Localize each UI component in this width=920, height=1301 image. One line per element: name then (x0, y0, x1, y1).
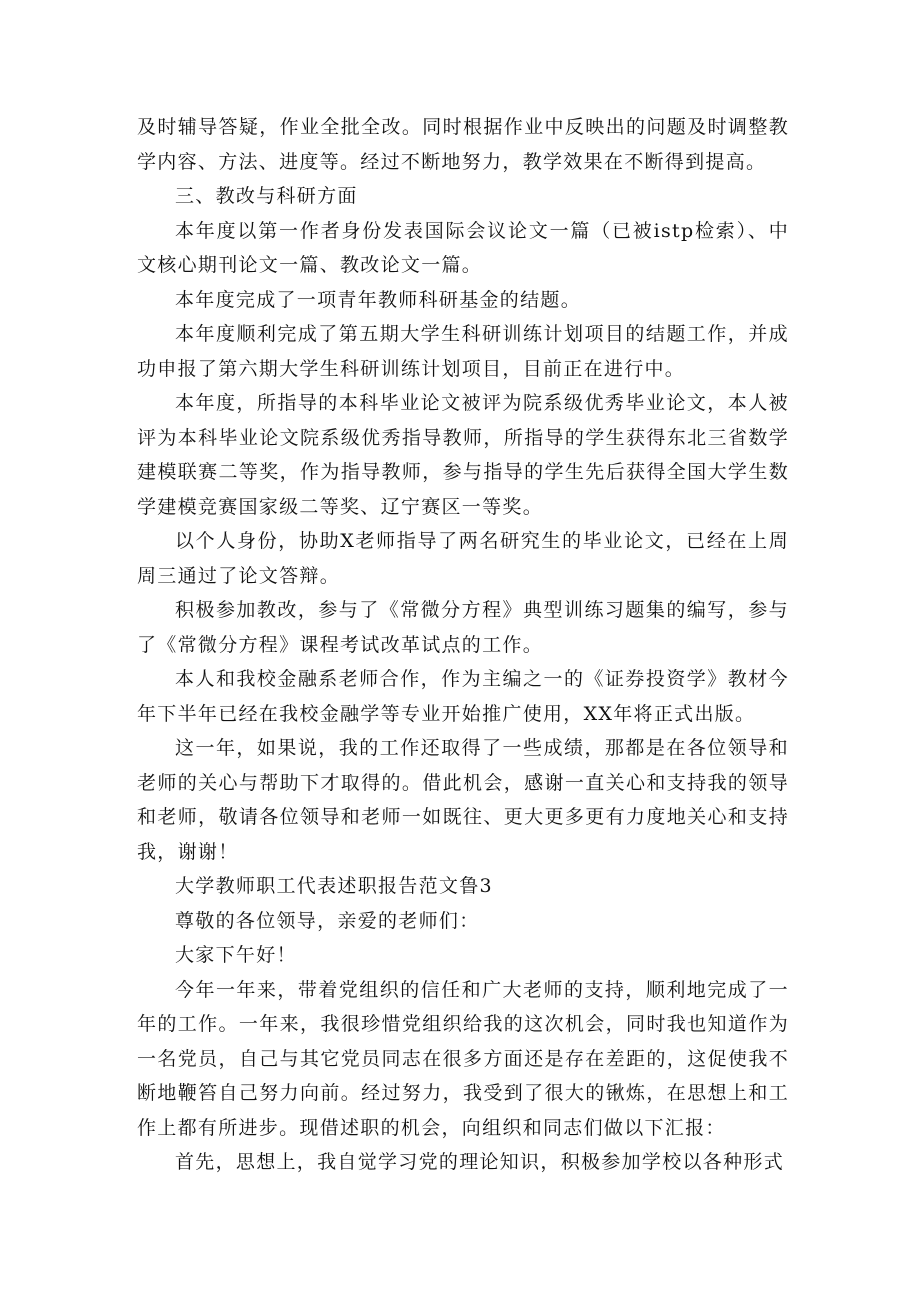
paragraph-thanks: 这一年，如果说，我的工作还取得了一些成绩，那都是在各位领导和老师的关心与帮助下才取得的。借此机会，感谢一直关心和支持我的领导和老师，敬请各位领导和老师一如既往、更大更多更有力度地关心和支持我，谢谢！ (137, 737, 789, 863)
greeting: 大家下午好！ (175, 944, 297, 966)
paragraph-graduate-supervision: 以个人身份，协助X老师指导了两名研究生的毕业论文，已经在上周周三通过了论文答辩。 (137, 530, 789, 587)
paragraph-thesis-awards: 本年度，所指导的本科毕业论文被评为院系级优秀毕业论文，本人被评为本科毕业论文院系级优秀指导教师，所指导的学生获得东北三省数学建模联赛二等奖，作为指导教师，参与指导的学生先后获得全国大学生数学建模竞赛国家级二等奖、辽宁赛区一等奖。 (137, 392, 789, 518)
paragraph-continuation: 及时辅导答疑，作业全批全改。同时根据作业中反映出的问题及时调整教学内容、方法、进度等。经过不断地努力，教学效果在不断得到提高。 (137, 116, 789, 173)
paragraph-papers-published: 本年度以第一作者身份发表国际会议论文一篇（已被istp检索）、中文核心期刊论文一篇、教改论文一篇。 (137, 219, 789, 276)
paragraph-teaching-reform: 积极参加教改，参与了《常微分方程》典型训练习题集的编写，参与了《常微分方程》课程考试改革试点的工作。 (137, 599, 789, 656)
document-body (137, 110, 789, 1180)
paragraph-research-fund: 本年度完成了一项青年教师科研基金的结题。 (175, 288, 582, 311)
paragraph-student-research-project: 本年度顺利完成了第五期大学生科研训练计划项目的结题工作，并成功申报了第六期大学生科研训练计划项目，目前正在进行中。 (137, 323, 789, 380)
paragraph-ideology: 首先，思想上，我自觉学习党的理论知识，积极参加学校以各种形式 (175, 1151, 785, 1173)
paragraph-textbook: 本人和我校金融系老师合作，作为主编之一的《证券投资学》教材今年下半年已经在我校金融学等专业开始推广使用，XX年将正式出版。 (137, 668, 789, 725)
report-title: 大学教师职工代表述职报告范文鲁3 (175, 875, 493, 897)
paragraph-year-review: 今年一年来，带着党组织的信任和广大老师的支持，顺利地完成了一年的工作。一年来，我很珍惜党组织给我的这次机会，同时我也知道作为一名党员，自己与其它党员同志在很多方面还是存在差距的，这促使我不断地鞭笞自己努力向前。经过努力，我受到了很大的锹炼，在思想上和工作上都有所进步。现借述职的机会，向组织和同志们做以下汇报： (137, 978, 789, 1139)
salutation: 尊敬的各位领导，亲爱的老师们： (175, 909, 480, 932)
section-heading-teaching-reform-research: 三、教改与科研方面 (175, 185, 358, 207)
